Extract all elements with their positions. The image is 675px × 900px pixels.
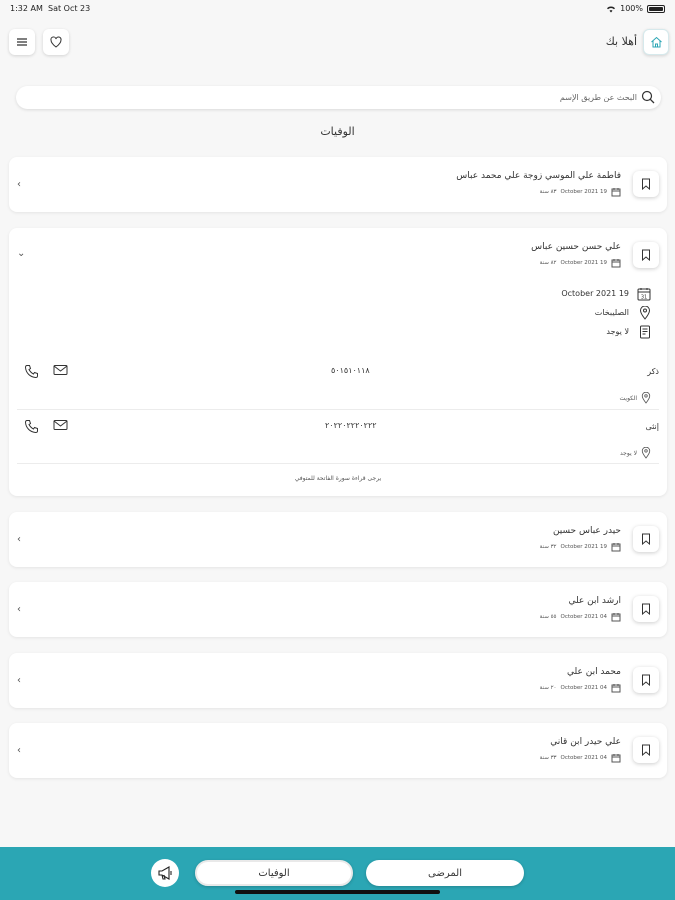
card-meta <box>540 753 621 763</box>
calendar-icon <box>611 612 621 622</box>
bookmark-icon <box>641 533 651 545</box>
card-meta <box>540 258 621 268</box>
card-age: ٨٢ سنة <box>539 260 557 266</box>
search-bar[interactable] <box>16 86 661 109</box>
bookmark-icon <box>641 249 651 261</box>
svg-text:31: 31 <box>640 294 648 301</box>
divider <box>17 409 659 410</box>
home-indicator <box>235 890 440 894</box>
mail-icon[interactable] <box>53 419 68 431</box>
deceased-name: علي حسن حسين عباس <box>531 242 621 252</box>
bookmark-button[interactable] <box>633 596 659 622</box>
tab-patients[interactable] <box>366 860 524 886</box>
deceased-name: علي حيدر ابن قاني <box>550 737 621 747</box>
card-date: 19 October 2021 <box>560 260 607 266</box>
welcome-text: أهلا بك <box>605 35 637 48</box>
bookmark-button[interactable] <box>633 171 659 197</box>
status-time: 1:32 AM Sat Oct 23 <box>10 4 91 13</box>
contact-phone: ٢٠٢٢٠٢٢٢٠٢٢٢ <box>325 421 377 430</box>
chevron-down-icon[interactable]: ⌄ <box>17 248 26 259</box>
location-pin-icon <box>639 306 651 320</box>
chevron-left-icon[interactable]: ‹ <box>17 179 21 190</box>
phone-icon[interactable] <box>24 364 39 379</box>
card-date: 04 October 2021 <box>560 614 607 620</box>
chevron-left-icon[interactable]: ‹ <box>17 745 21 756</box>
tab-deaths-label: الوفيات <box>258 867 290 879</box>
card-date: 04 October 2021 <box>560 685 607 691</box>
search-input[interactable] <box>47 90 637 105</box>
tab-deaths[interactable] <box>195 860 353 886</box>
tab-patients-label: المرضى <box>428 867 462 879</box>
deceased-name: حيدر عباس حسين <box>552 526 621 536</box>
death-card[interactable] <box>9 512 667 567</box>
contact-actions <box>24 364 68 379</box>
bookmark-button[interactable] <box>633 737 659 763</box>
death-card[interactable] <box>9 653 667 708</box>
location-pin-icon <box>641 447 651 459</box>
calendar-icon <box>611 753 621 763</box>
deceased-name: محمد ابن علي <box>567 667 621 677</box>
bookmark-button[interactable] <box>633 526 659 552</box>
home-button[interactable] <box>643 29 669 55</box>
deceased-name: فاطمة علي الموسي زوجة علي محمد عباس <box>456 171 621 181</box>
card-age: ٨٣ سنة <box>539 189 557 195</box>
menu-button[interactable] <box>9 29 35 55</box>
calendar-31-icon <box>637 287 651 301</box>
chevron-left-icon[interactable]: ‹ <box>17 675 21 686</box>
death-card[interactable] <box>9 723 667 778</box>
location-pin-icon <box>641 392 651 404</box>
contact-phone: ٥٠١٥١٠١١٨ <box>331 366 370 375</box>
battery-icon <box>647 5 665 13</box>
divider <box>17 463 659 464</box>
wifi-icon <box>606 5 616 13</box>
bookmark-icon <box>641 674 651 686</box>
contact-actions <box>24 419 68 434</box>
menu-icon <box>16 37 28 47</box>
death-card[interactable] <box>9 157 667 212</box>
calendar-icon <box>611 542 621 552</box>
battery-percent: 100% <box>620 4 643 13</box>
card-meta <box>540 187 621 197</box>
calendar-icon <box>611 683 621 693</box>
chevron-left-icon[interactable]: ‹ <box>17 604 21 615</box>
heart-shield-icon <box>50 36 62 48</box>
calendar-icon <box>611 258 621 268</box>
contact-location <box>620 392 651 404</box>
card-meta <box>540 683 621 693</box>
card-date: 04 October 2021 <box>560 755 607 761</box>
bookmark-button[interactable] <box>633 242 659 268</box>
contact-location-text: الكويت <box>619 394 637 402</box>
contact-location-text: لا يوجد <box>620 449 637 457</box>
announcement-button[interactable] <box>151 859 179 887</box>
contact-location <box>620 447 651 459</box>
megaphone-icon <box>157 865 173 881</box>
card-date: 19 October 2021 <box>560 189 607 195</box>
card-age: ٢٠ سنة <box>539 685 557 691</box>
card-age: ٣٣ سنة <box>539 755 557 761</box>
favorites-button[interactable] <box>43 29 69 55</box>
detail-date: 19 October 2021 <box>561 289 629 298</box>
bookmark-icon <box>641 603 651 615</box>
contact-label: إنثى <box>645 422 659 431</box>
phone-icon[interactable] <box>24 419 39 434</box>
bookmark-button[interactable] <box>633 667 659 693</box>
card-date: 19 October 2021 <box>560 544 607 550</box>
card-meta <box>540 612 621 622</box>
section-title: الوفيات <box>320 125 355 138</box>
bookmark-icon <box>641 178 651 190</box>
death-card[interactable] <box>9 582 667 637</box>
home-icon <box>650 36 663 48</box>
deceased-name: ارشد ابن علي <box>568 596 621 606</box>
card-footnote: يرجى قراءة سورة الفاتحة للمتوفي <box>294 475 382 482</box>
card-meta <box>540 542 621 552</box>
death-card-expanded[interactable] <box>9 228 667 496</box>
card-age: ٥٥ سنة <box>539 614 557 620</box>
card-age: ٣٢ سنة <box>539 544 557 550</box>
calendar-icon <box>611 187 621 197</box>
search-icon <box>641 90 655 104</box>
contact-label: ذكر <box>647 367 659 376</box>
detail-note: لا يوجد <box>606 327 629 336</box>
status-bar <box>0 0 675 18</box>
detail-place: الصليبخات <box>594 308 629 317</box>
status-right <box>606 4 665 13</box>
document-icon <box>639 325 651 339</box>
mail-icon[interactable] <box>53 364 68 376</box>
bookmark-icon <box>641 744 651 756</box>
chevron-left-icon[interactable]: ‹ <box>17 534 21 545</box>
